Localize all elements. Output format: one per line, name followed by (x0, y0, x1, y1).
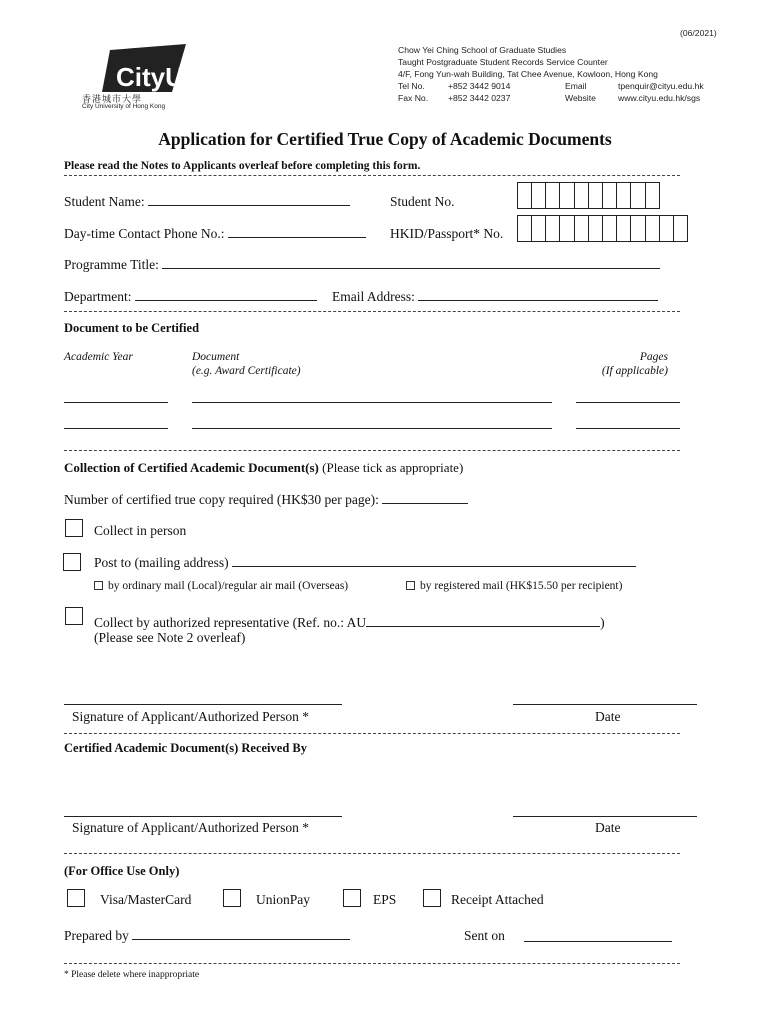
divider (64, 311, 680, 312)
programme-field[interactable] (64, 257, 660, 273)
copies-label: Number of certified true copy required (HK$30 per page): (64, 492, 379, 507)
logo-english-name: City University of Hong Kong (82, 103, 166, 110)
registered-mail-checkbox[interactable] (406, 581, 415, 590)
fax-label: Fax No. (398, 93, 429, 103)
cityu-logo (80, 42, 200, 112)
phone-field[interactable] (64, 226, 366, 242)
sent-on-line[interactable] (524, 941, 672, 942)
authorized-rep-field[interactable] (94, 615, 605, 631)
copies-line[interactable] (382, 492, 468, 504)
collect-in-person-checkbox[interactable] (65, 519, 83, 537)
collection-heading-note: (Please tick as appropriate) (318, 460, 464, 475)
col-academic-year: Academic Year (64, 351, 133, 363)
signature-line-2[interactable] (64, 816, 342, 817)
footnote: * Please delete where inappropriate (64, 970, 200, 980)
divider (64, 450, 680, 451)
hkid-label: HKID/Passport* No. (390, 226, 504, 241)
post-checkbox[interactable] (63, 553, 81, 571)
email-label: Email (565, 81, 587, 91)
date-line-1[interactable] (513, 704, 697, 705)
signature-line-1[interactable] (64, 704, 342, 705)
post-label: Post to (mailing address) (94, 555, 229, 570)
notice-text: Please read the Notes to Applicants overleaf before completing this form. (64, 160, 421, 172)
header-block (398, 44, 704, 104)
col-pages: Pages (639, 351, 668, 363)
year-line-1[interactable] (64, 402, 168, 403)
authorized-rep-close: ) (600, 615, 605, 630)
prepared-by-field[interactable] (64, 928, 350, 944)
received-heading: Certified Academic Document(s) Received By (64, 741, 307, 755)
divider (64, 853, 680, 854)
email-label-field: Email Address: (332, 289, 415, 304)
counter-name: Taught Postgraduate Student Records Service Counter (398, 57, 608, 67)
form-title: Application for Certified True Copy of Academic Documents (158, 129, 612, 149)
department-label: Department: (64, 289, 132, 304)
collect-in-person-label: Collect in person (94, 523, 187, 538)
prepared-by-label: Prepared by (64, 928, 129, 943)
student-no-boxes[interactable] (518, 182, 660, 209)
prepared-by-line[interactable] (132, 928, 350, 940)
divider (64, 175, 680, 176)
divider (64, 733, 680, 734)
copies-field[interactable] (64, 492, 468, 508)
post-address-line[interactable] (232, 555, 636, 567)
form-code: (06/2021) (680, 28, 717, 38)
email-line[interactable] (418, 289, 658, 301)
department-field[interactable] (64, 289, 317, 305)
year-line-2[interactable] (64, 428, 168, 429)
ordinary-mail-label: by ordinary mail (Local)/regular air mail (Overseas) (108, 580, 349, 592)
student-no-label: Student No. (390, 194, 455, 209)
email-field[interactable] (332, 289, 658, 305)
receipt-attached-checkbox[interactable] (423, 889, 441, 907)
logo-wordmark: CityU (116, 62, 184, 92)
collection-heading (64, 460, 463, 476)
visa-mastercard-checkbox[interactable] (67, 889, 85, 907)
unionpay-label: UnionPay (256, 892, 310, 907)
address: 4/F, Fong Yun-wah Building, Tat Chee Avenue, Kowloon, Hong Kong (398, 69, 658, 79)
hkid-boxes[interactable] (518, 215, 688, 242)
pages-line-2[interactable] (576, 428, 680, 429)
registered-mail-label: by registered mail (HK$15.50 per recipient) (420, 580, 623, 592)
unionpay-checkbox[interactable] (223, 889, 241, 907)
department-line[interactable] (135, 289, 317, 301)
divider (64, 963, 680, 964)
col-document-hint: (e.g. Award Certificate) (192, 365, 301, 377)
document-heading: Document to be Certified (64, 321, 200, 335)
collection-heading-bold: Collection of Certified Academic Document(s) (64, 460, 319, 475)
website-value: www.cityu.edu.hk/sgs (618, 93, 701, 103)
sent-on-label: Sent on (464, 928, 505, 943)
see-note-text: (Please see Note 2 overleaf) (94, 630, 246, 645)
eps-label: EPS (373, 892, 397, 907)
col-document: Document (192, 351, 240, 363)
website-label: Website (565, 93, 596, 103)
tel-label: Tel No. (398, 81, 425, 91)
programme-line[interactable] (162, 257, 660, 269)
student-name-line[interactable] (148, 194, 350, 206)
signature-label-2: Signature of Applicant/Authorized Person * (72, 820, 309, 835)
student-name-field[interactable] (64, 194, 350, 210)
student-name-label: Student Name: (64, 194, 145, 209)
tel-number: +852 3442 9014 (448, 81, 511, 91)
authorized-ref-line[interactable] (366, 615, 600, 627)
authorized-rep-label: Collect by authorized representative (Ref. no.: AU (94, 615, 367, 630)
ordinary-mail-option[interactable] (94, 580, 348, 592)
phone-label: Day-time Contact Phone No.: (64, 226, 225, 241)
date-line-2[interactable] (513, 816, 697, 817)
visa-mastercard-label: Visa/MasterCard (100, 892, 192, 907)
eps-checkbox[interactable] (343, 889, 361, 907)
fax-number: +852 3442 0237 (448, 93, 511, 103)
authorized-rep-checkbox[interactable] (65, 607, 83, 625)
document-line-2[interactable] (192, 428, 552, 429)
phone-line[interactable] (228, 226, 366, 238)
date-label-2: Date (595, 820, 621, 835)
col-pages-hint: (If applicable) (601, 365, 668, 377)
post-field[interactable] (94, 555, 636, 571)
document-line-1[interactable] (192, 402, 552, 403)
school-name: Chow Yei Ching School of Graduate Studies (398, 45, 567, 55)
office-heading: (For Office Use Only) (64, 864, 180, 878)
signature-label-1: Signature of Applicant/Authorized Person * (72, 709, 309, 724)
receipt-attached-label: Receipt Attached (451, 892, 544, 907)
programme-label: Programme Title: (64, 257, 159, 272)
email-value: tpenquir@cityu.edu.hk (618, 81, 704, 91)
pages-line-1[interactable] (576, 402, 680, 403)
date-label-1: Date (595, 709, 621, 724)
registered-mail-option[interactable] (406, 580, 622, 592)
logo-chinese-name: 香港城市大學 (82, 94, 143, 104)
ordinary-mail-checkbox[interactable] (94, 581, 103, 590)
